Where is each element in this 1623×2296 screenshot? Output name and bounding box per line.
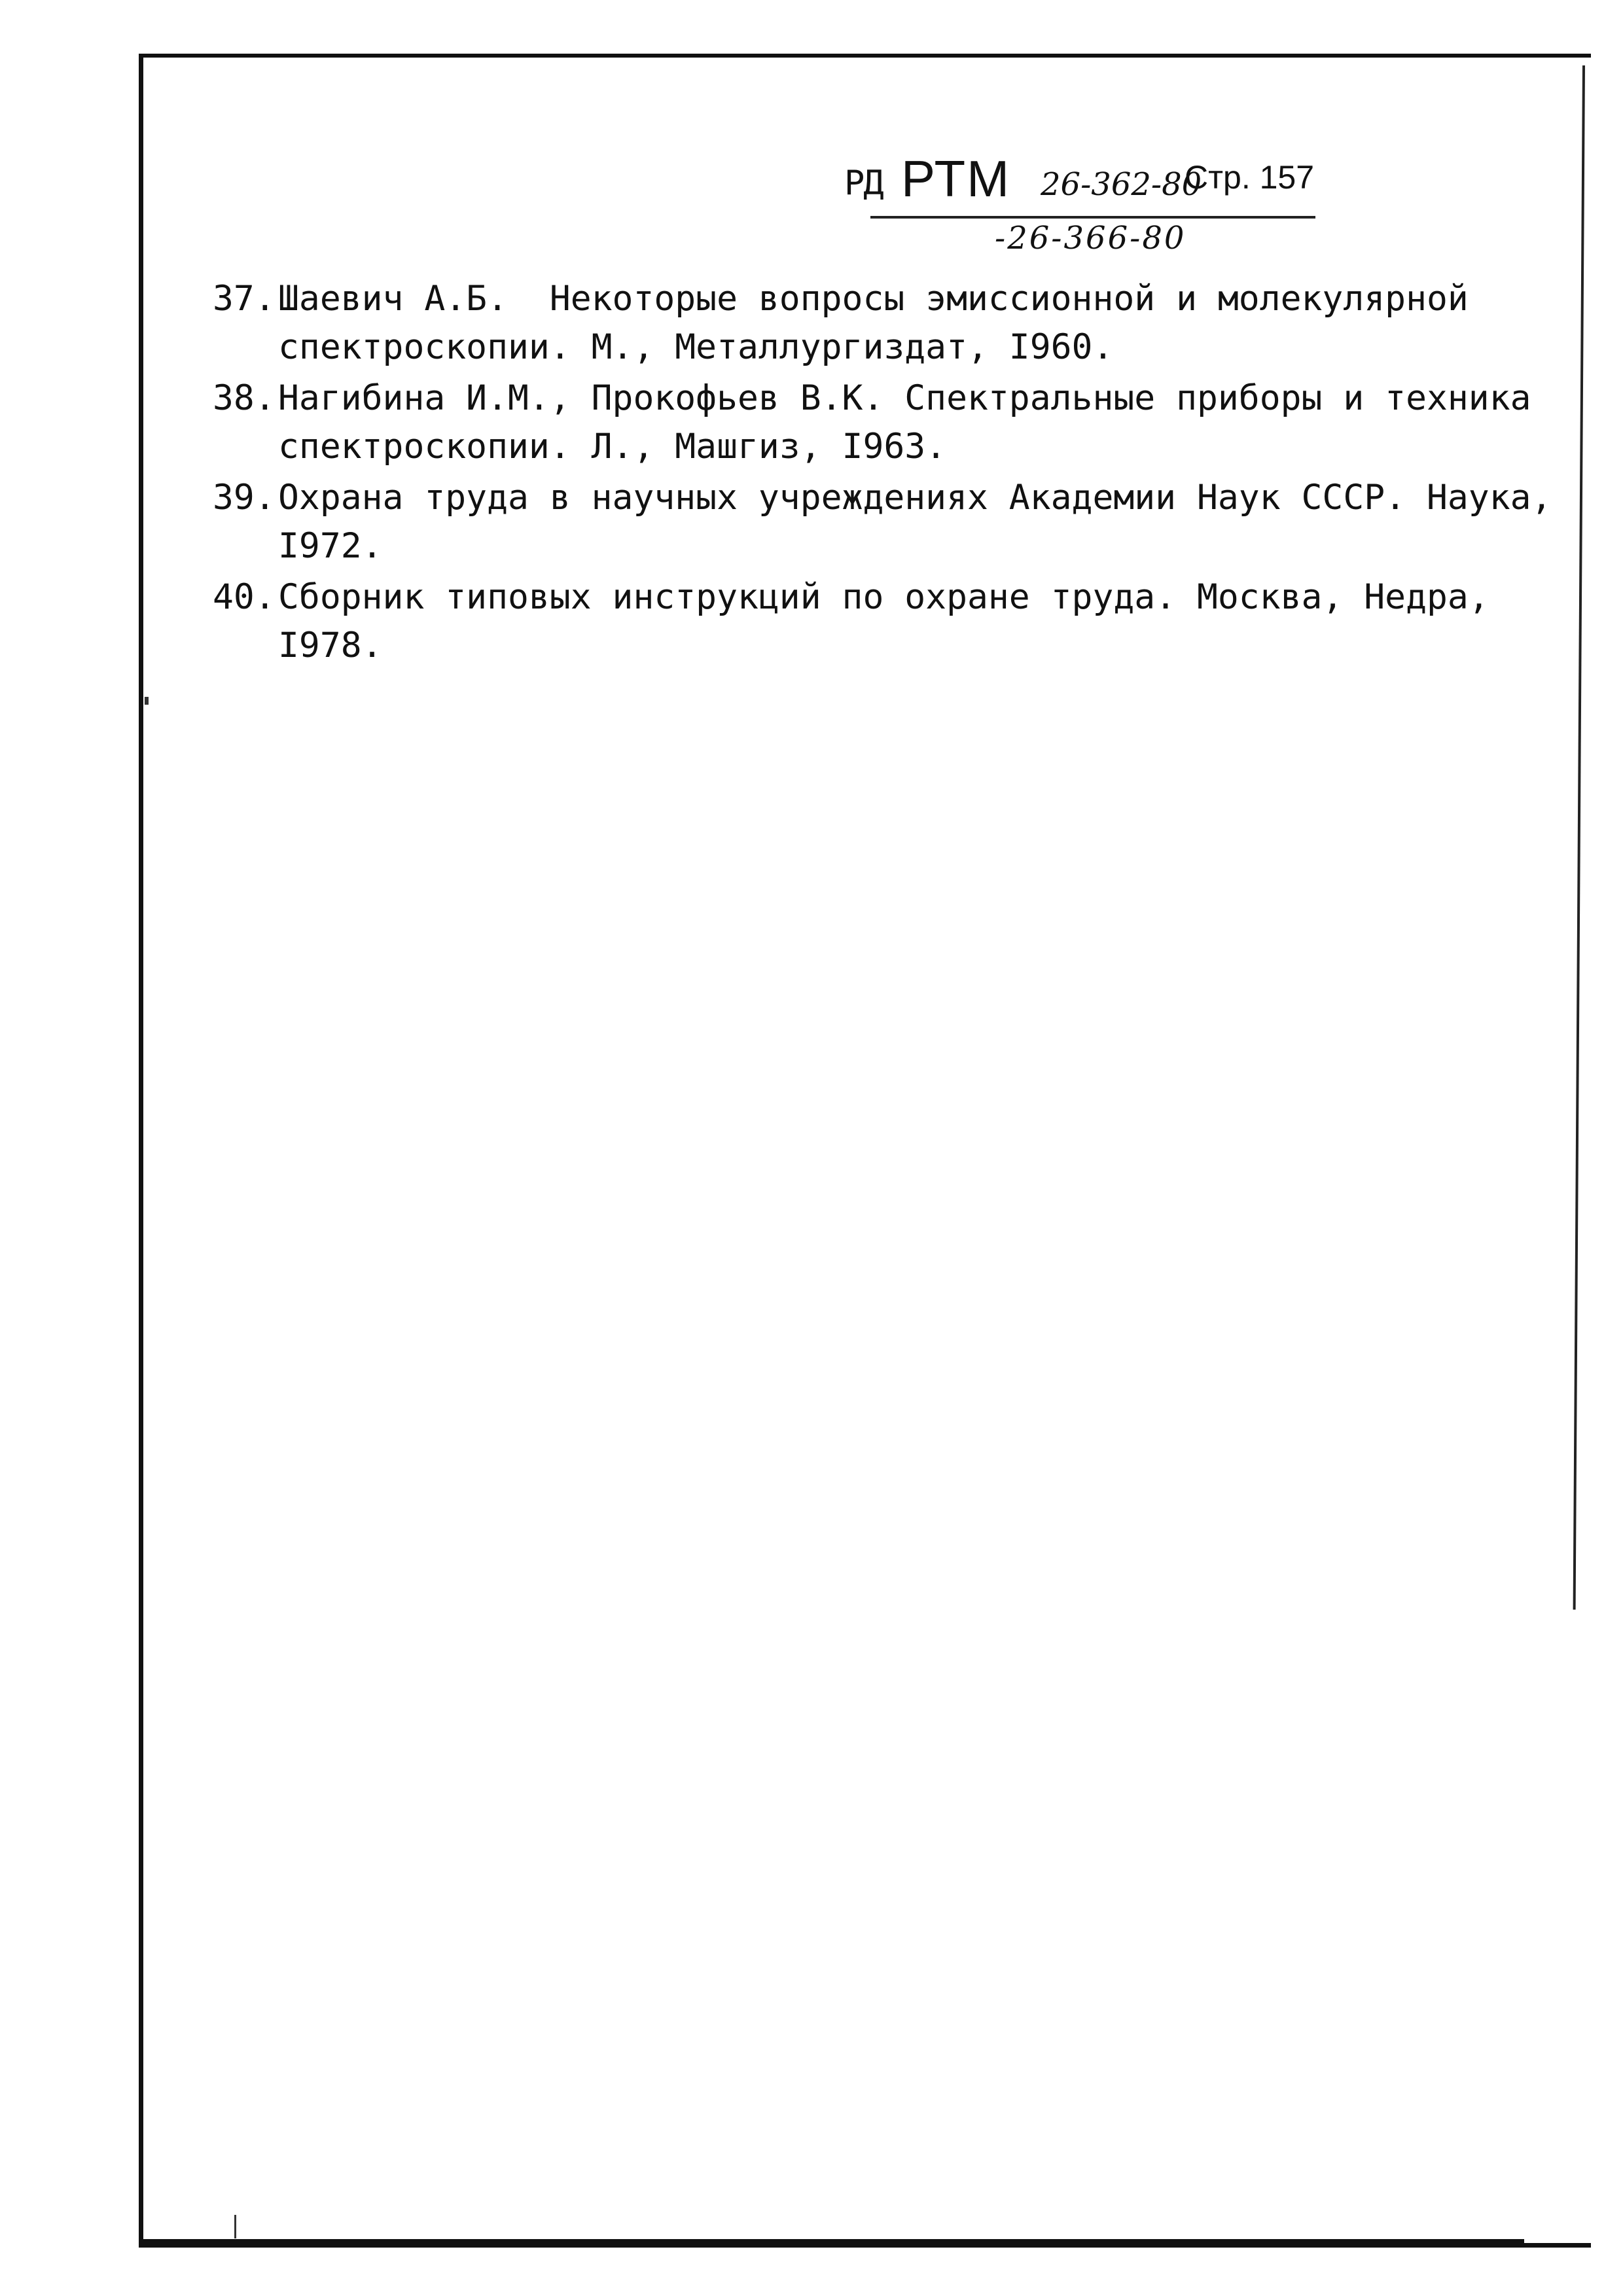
reference-list <box>213 275 1573 673</box>
header-code: РТМ <box>901 150 1011 207</box>
reference-number: 37. <box>213 279 276 319</box>
bottom-tick-mark <box>234 2215 236 2238</box>
document-header-stamp <box>844 149 1368 267</box>
header-number-primary: 26-362-80 <box>1041 166 1202 203</box>
reference-item <box>213 573 1561 670</box>
page-frame-bottom-edge <box>143 2239 1524 2244</box>
reference-text: Шаевич А.Б. Некоторые вопросы эмиссионной и молекулярной спектроскопии. М., Металлургиздат, I960. <box>278 279 1489 367</box>
reference-item <box>213 474 1573 571</box>
header-underline <box>870 216 1315 219</box>
header-number-secondary: -26-366-80 <box>995 220 1186 256</box>
header-page-label: Стр. 157 <box>1185 159 1315 196</box>
reference-text: Охрана труда в научных учреждениях Академии Наук СССР. Наука, I972. <box>278 478 1573 566</box>
reference-text: Нагибина И.М., Прокофьев В.К. Спектральные приборы и техника спектроскопии. Л., Машгиз, I963. <box>278 378 1552 467</box>
reference-item <box>213 374 1561 471</box>
reference-number: 40. <box>213 577 276 617</box>
reference-number: 38. <box>213 378 276 418</box>
header-prefix: РД <box>844 164 883 203</box>
reference-number: 39. <box>213 478 276 518</box>
reference-text: Сборник типовых инструкций по охране труда. Москва, Недра, I978. <box>278 577 1510 665</box>
reference-item <box>213 275 1561 372</box>
scan-speck <box>145 697 149 705</box>
